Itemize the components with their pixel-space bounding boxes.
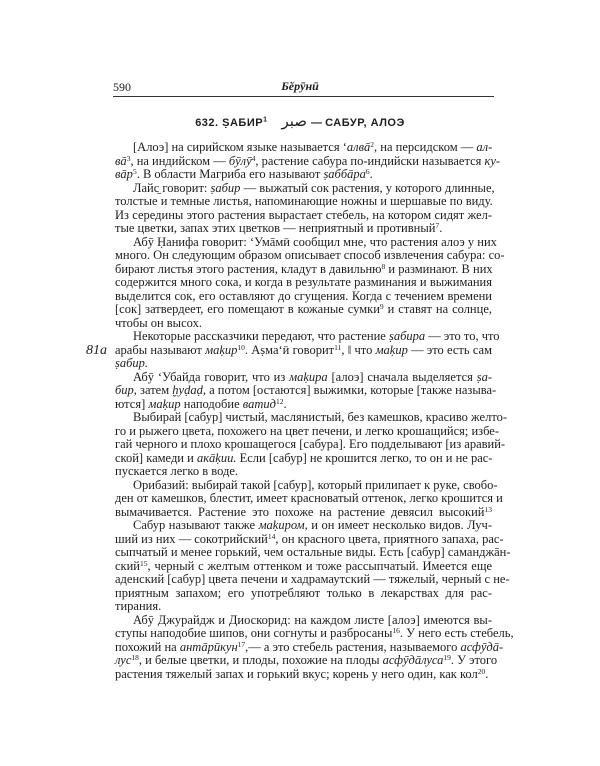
text-run: . У этого [450, 653, 498, 667]
text-run: содержится много сока, и когда в результате разминания и выжимания [115, 275, 492, 289]
text-line [115, 572, 510, 587]
text-run: Из середины этого растения вырастает стебель, на котором сидят жел- [115, 207, 492, 222]
italic-term: ал- [476, 140, 493, 154]
text-run: и разминают. В них [385, 261, 493, 276]
text-run: Если [сабур] не крошится легко, то он и не рас- [236, 450, 493, 465]
text-run: выделится сок, его оставляют до сгущения. Когда с течением времени [115, 288, 492, 303]
text-run: . [439, 221, 443, 235]
text-line [115, 410, 508, 425]
footnote-ref: 3 [126, 153, 131, 163]
text-run: гай черного и плохо крошащегося [сабура]. Его подделывают [из аравий- [115, 437, 506, 451]
text-run: Абӯ Ḥанифа говорит: ʻУмāмӣ сообщил мне, что растения алоэ у них [133, 234, 497, 249]
text-line [115, 639, 504, 655]
text-line [115, 276, 492, 290]
text-run: ются] [115, 396, 149, 411]
text-run: бирают листья этого растения, кладут в давильню [115, 261, 382, 276]
text-line [115, 344, 492, 358]
footnote-ref: 12 [275, 396, 284, 406]
text-line [115, 626, 514, 641]
italic-term: акāḳии. [196, 450, 237, 465]
italic-term: антāрӣкун [179, 639, 238, 654]
footnote-ref: 6 [365, 167, 370, 176]
text-line [115, 477, 498, 493]
text-line [115, 587, 492, 601]
text-run: , ‖ что [341, 342, 376, 357]
text-line [115, 317, 492, 331]
text-line [115, 234, 497, 250]
text-line [115, 545, 511, 560]
text-run: тые цветки, запах этих цветков — неприятный и противный [115, 221, 436, 235]
footnote-ref: 5 [132, 167, 137, 176]
text-run: Абӯ Джурайдж и Диоскорид: на каждом листе [алоэ] имеются вы- [133, 612, 492, 627]
text-run: ский [115, 558, 140, 573]
text-run: затем [136, 383, 173, 397]
text-run: наподобие [180, 396, 243, 411]
text-run: . У него есть стебель, [399, 626, 514, 640]
italic-term: ватид [242, 396, 276, 411]
italic-term: ṣабира [388, 329, 426, 343]
italic-term: вāр [115, 167, 133, 181]
text-run: Лайс̱ говорит: [133, 180, 211, 195]
text-run: . [283, 396, 287, 411]
text-line [115, 452, 492, 466]
text-run: толстые и темные листья, напоминающие ножны и шершавые по виду. [115, 194, 493, 208]
article-term: 632. ṢАБИР [195, 117, 264, 129]
footnote-ref: 8 [381, 261, 386, 271]
italic-term: ṣабир [210, 180, 241, 195]
text-line [115, 506, 492, 520]
text-run: пускается легко в воде. [115, 464, 238, 478]
text-line [115, 195, 492, 209]
footnote-ref: 1 [263, 116, 268, 124]
text-run: ден от камешков, блестит, имеет красноватый оттенок, легко крошится и [115, 491, 503, 505]
footnote-ref: 7 [435, 221, 440, 230]
footnote-ref: 10 [237, 342, 245, 352]
text-line [115, 263, 492, 277]
italic-term: бир, [115, 383, 137, 397]
text-run: ступы наподобие шипов, они согнуты и разбросаны [115, 626, 393, 640]
italic-term: маḳира [289, 369, 328, 384]
text-run: Выбирай [сабур] чистый, маслянистый, без камешков, красиво желто- [133, 410, 508, 424]
italic-term: ṣа- [476, 369, 492, 384]
text-run: тирания. [115, 599, 162, 613]
page-number: 590 [113, 80, 131, 94]
footnote-ref: 18 [131, 653, 139, 662]
text-line [115, 329, 500, 344]
italic-term: ṣабир. [115, 356, 149, 370]
text-line [115, 423, 500, 439]
text-run: вымачивается. Растение это похоже на растение девясил высокий [115, 504, 485, 519]
text-line [115, 668, 492, 682]
text-run: похожий на [115, 639, 180, 654]
text-run: и ставят на солнце, [383, 302, 492, 316]
text-line [115, 600, 492, 614]
text-run: [алоэ] сначала выделяется [327, 369, 477, 384]
text-run: . [485, 666, 489, 681]
text-run: — выжатый сок растения, у которого длинные, [240, 180, 495, 195]
footnote-ref: 16 [392, 626, 400, 635]
italic-term: вā [115, 153, 127, 168]
text-run: ской] камеди и [115, 450, 197, 465]
text-line [115, 290, 492, 304]
text-run: ший из них — сокотрийский [115, 531, 268, 546]
text-run: [Алоэ] на сирийском языке называется ʻ [133, 140, 347, 154]
text-run: , и он имеет несколько видов. Луч- [304, 518, 492, 532]
text-run: Орибазий: выбирай такой [сабур], который прилипает к руке, свобо- [133, 477, 498, 492]
text-line [115, 180, 495, 196]
text-line [115, 437, 506, 452]
italic-term: ку- [484, 153, 501, 168]
text-run: аденский [сабур] цвета печени и хадрамаутский — тяжелый, черный с не- [115, 572, 510, 586]
text-line [115, 141, 492, 155]
italic-term: асфӯдā- [460, 639, 504, 654]
text-line [115, 248, 505, 263]
text-run: [сок] затвердеет, его помещают в кожаные сумки [115, 302, 380, 316]
text-run: Абӯ ʻУбайда говорит, что из [133, 369, 290, 384]
footnote-ref: 4 [251, 153, 256, 163]
text-line [115, 222, 492, 236]
text-run: , и белые цветки, и плоды, похожие на плоды [138, 653, 383, 667]
italic-term: асфӯдāлуса [382, 653, 444, 667]
text-line [115, 153, 501, 169]
text-line [115, 383, 497, 398]
text-run: . Аṣмаʻӣ говорит [244, 342, 335, 357]
text-run: Некоторые рассказчики передают, что растение [133, 329, 389, 343]
footnote-ref: 9 [379, 302, 384, 311]
text-line [115, 398, 492, 412]
arabic-term: صبر [281, 112, 308, 130]
text-run: . [369, 167, 373, 181]
text-run: , на персидском — [374, 140, 477, 154]
italic-term: алвā [346, 140, 371, 154]
italic-term: маḳир [375, 342, 408, 357]
footnote-ref: 2 [370, 140, 375, 149]
text-line [115, 209, 492, 223]
article-title [0, 112, 600, 130]
text-run: го и рыжего цвета, похожего на цвет печени, и легко крошащийся; избе- [115, 423, 500, 438]
text-run: , черный с желтым оттенком и тоже рассыпчатый. Имеется еще [147, 558, 492, 573]
italic-term: маḳир [148, 396, 181, 411]
text-run: ,— а это стебель растения, называемого [245, 639, 461, 654]
text-run: . В области Магриба его называют [136, 167, 324, 181]
text-run: — это есть сам [407, 342, 492, 357]
italic-term: бӯлӯ [228, 153, 252, 168]
text-line [115, 560, 492, 574]
text-run: , он красного цвета, приятного запаха, рас- [275, 531, 504, 546]
text-line [115, 491, 503, 506]
folio-margin-note: 81a [86, 343, 107, 358]
footnote-ref: 19 [443, 653, 451, 662]
header-rule [113, 96, 494, 97]
text-run: растения тяжелый запах и горький вкус; корень у него один, как кол [115, 666, 478, 681]
text-run: Сабур называют также [133, 518, 259, 532]
running-title: Бӗрӯнӣ [281, 79, 319, 93]
text-line [115, 303, 492, 317]
text-run: сыпчатый и менее горький, чем остальные виды. Есть [сабур] саманджāн- [115, 545, 511, 559]
text-line [115, 531, 504, 547]
text-line [115, 168, 492, 182]
footnote-ref: 11 [334, 342, 342, 352]
text-run: , растение сабура по-индийски называется [255, 153, 485, 168]
text-line [115, 614, 492, 628]
text-run: приятным запахом; его употребляют только в лекарствах для рас- [115, 585, 492, 600]
text-run: арабы называют [115, 342, 206, 357]
text-run: а потом [остаются] выжимки, которые [также называ- [205, 383, 497, 397]
text-line [115, 653, 498, 668]
footnote-ref: 17 [237, 639, 246, 649]
text-run: — это то, что [425, 329, 500, 343]
text-run: чтобы он высох. [115, 315, 202, 330]
text-run: много. Он следующим образом описывает способ извлечения сабура: со- [115, 248, 505, 262]
text-line [115, 371, 492, 385]
text-line [115, 357, 492, 371]
italic-term: маḳиром [258, 518, 305, 532]
italic-term: лус [115, 653, 132, 667]
footnote-ref: 20 [477, 666, 486, 676]
italic-term: маḳир [205, 342, 238, 357]
article-translation: — САБУР, АЛОЭ [311, 117, 405, 129]
text-line [115, 465, 492, 479]
footnote-ref: 15 [140, 558, 148, 568]
footnote-ref: 14 [267, 531, 276, 541]
italic-term: ṣаббāра [323, 167, 366, 181]
article-body [115, 140, 514, 681]
text-line [115, 519, 492, 533]
footnote-ref: 13 [484, 504, 492, 514]
text-run: , на индийском — [130, 153, 229, 168]
italic-term: ḫуḍаḍ, [172, 383, 206, 397]
